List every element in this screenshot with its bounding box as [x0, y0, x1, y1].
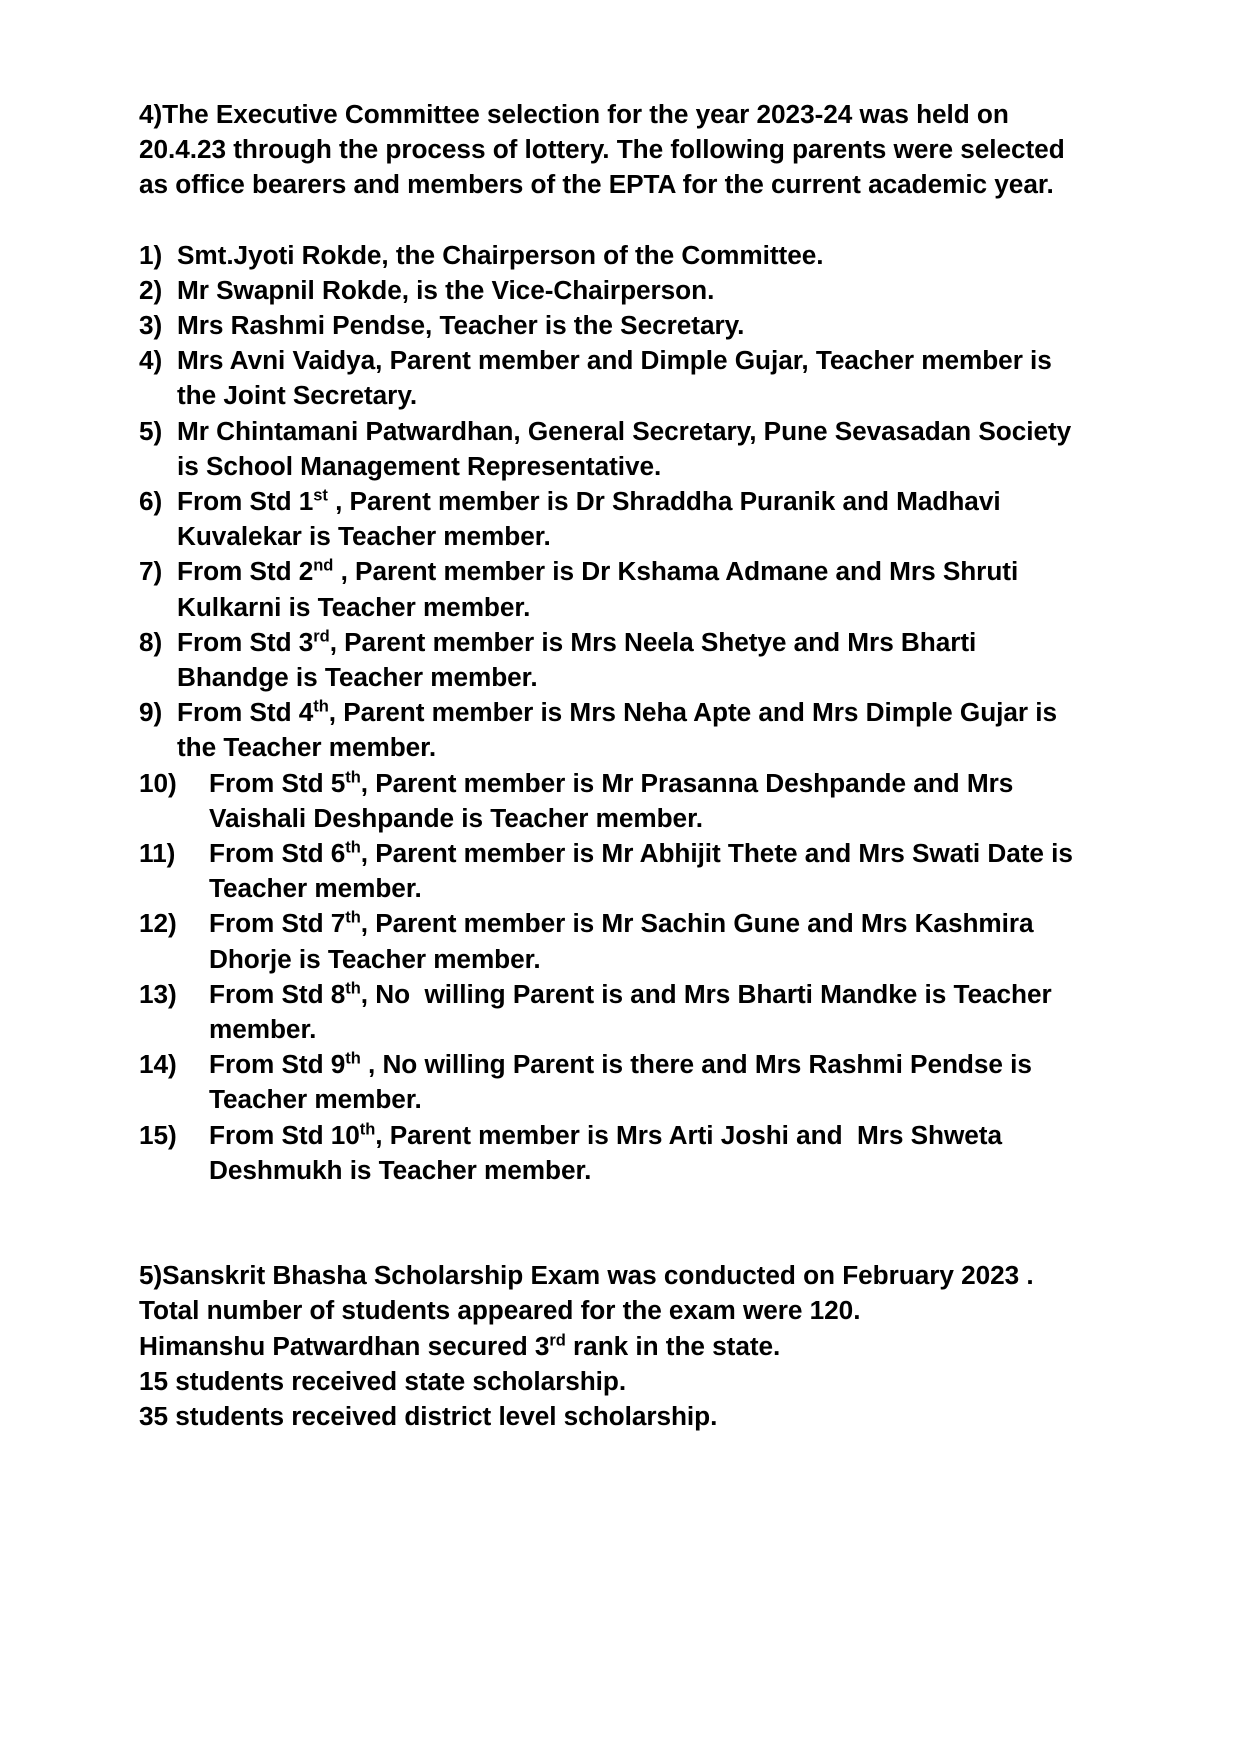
- list-item-marker: 5): [139, 415, 163, 446]
- list-item-marker: 13): [139, 978, 177, 1009]
- ordinal-suffix: th: [345, 979, 361, 998]
- ordinal-suffix: th: [345, 1049, 361, 1068]
- list-item-body: [177, 273, 1082, 308]
- list-item-text-post: , Parent member is Mr Abhijit Thete and Mrs Swati Date is Teacher member.: [209, 838, 1081, 904]
- list-item-marker: 8): [139, 626, 163, 657]
- ordinal-suffix: nd: [313, 556, 334, 575]
- executive-committee-intro: [139, 97, 1101, 203]
- list-item: [139, 836, 1101, 906]
- list-item-marker: 3): [139, 310, 163, 341]
- scholarship-line: [139, 1364, 1101, 1399]
- list-item-text-pre: 15 students received state scholarship.: [139, 1365, 627, 1396]
- list-item-body: [209, 977, 1101, 1047]
- ordinal-suffix: th: [345, 767, 361, 786]
- list-item-body: [209, 766, 1101, 836]
- list-item: [139, 238, 1101, 273]
- list-item-text-post: , Parent member is Mr Prasanna Deshpande and Mrs Vaishali Deshpande is Teacher member.: [209, 767, 1021, 833]
- epta-members-list: [139, 238, 1101, 1188]
- list-item-text-post: , Parent member is Mrs Neela Shetye and Mrs Bharti Bhandge is Teacher member.: [177, 626, 984, 693]
- list-item: [139, 766, 1101, 836]
- ordinal-suffix: th: [313, 697, 329, 716]
- sanskrit-scholarship-block: [139, 1258, 1101, 1434]
- list-item-text-post: , Parent member is Dr Kshama Admane and Mrs Shruti Kulkarni is Teacher member.: [177, 556, 1026, 622]
- list-item-text-post: , Parent member is Mrs Neha Apte and Mrs Dimple Gujar is the Teacher member.: [177, 697, 1065, 763]
- list-item-body: [177, 625, 1082, 695]
- list-item-text-post: rank in the state.: [565, 1330, 781, 1361]
- list-item-text-pre: From Std 10: [209, 1119, 360, 1150]
- list-item-body: [177, 484, 1082, 554]
- ordinal-suffix: th: [345, 838, 361, 857]
- list-item-text-pre: Himanshu Patwardhan secured 3: [139, 1330, 550, 1361]
- list-item-marker: 6): [139, 486, 163, 517]
- list-item-body: [209, 1047, 1101, 1117]
- intro-line: as office bearers and members of the EPTA for the current academic year.: [139, 169, 1054, 200]
- list-item-body: [209, 836, 1101, 906]
- list-item-text-pre: From Std 7: [209, 908, 346, 939]
- list-item-text-pre: From Std 5: [209, 767, 346, 798]
- scholarship-line: [139, 1258, 1101, 1293]
- ordinal-suffix: th: [359, 1119, 376, 1138]
- list-item: [139, 273, 1101, 308]
- list-item-text-post: , No willing Parent is and Mrs Bharti Mandke is Teacher member.: [209, 978, 1059, 1045]
- list-item-text-post: , Parent member is Mr Sachin Gune and Mrs Kashmira Dhorje is Teacher member.: [209, 908, 1041, 974]
- list-item-marker: 11): [139, 838, 176, 869]
- intro-line: 4)The Executive Committee selection for the year 2023-24 was held on: [139, 99, 1009, 129]
- list-item-body: [177, 343, 1082, 413]
- list-item: [139, 484, 1101, 554]
- list-item-text-pre: Mr Chintamani Patwardhan, General Secretary, Pune Sevasadan Society is School Management Representative.: [177, 415, 1079, 481]
- list-item: [139, 414, 1101, 484]
- list-item-marker: 1): [139, 239, 163, 270]
- list-item-body: [177, 554, 1082, 624]
- list-item-text-post: , Parent member is Mrs Arti Joshi and Mrs Shweta Deshmukh is Teacher member.: [209, 1119, 1010, 1185]
- list-item-text-pre: Mrs Rashmi Pendse, Teacher is the Secretary.: [177, 310, 745, 341]
- list-item-text-pre: From Std 2: [177, 556, 314, 587]
- list-item: [139, 1047, 1101, 1117]
- ordinal-suffix: st: [313, 486, 328, 505]
- paragraph-spacer: [139, 203, 1101, 238]
- list-item-text-pre: Mr Swapnil Rokde, is the Vice-Chairperson.: [177, 274, 715, 305]
- ordinal-suffix: th: [345, 908, 361, 927]
- list-item-body: [177, 695, 1082, 765]
- list-item-text-pre: 5)Sanskrit Bhasha Scholarship Exam was conducted on February 2023 .: [139, 1260, 1034, 1291]
- list-item-body: [209, 1118, 1101, 1188]
- list-item-text-pre: From Std 3: [177, 626, 314, 657]
- list-item-marker: 7): [139, 556, 163, 587]
- list-item-marker: 2): [139, 274, 163, 305]
- section-spacer: [139, 1188, 1101, 1258]
- list-item-text-pre: From Std 4: [177, 697, 314, 728]
- list-item-body: [209, 906, 1101, 976]
- list-item: [139, 1118, 1101, 1188]
- list-item-text-post: , Parent member is Dr Shraddha Puranik and Madhavi Kuvalekar is Teacher member.: [177, 486, 1008, 552]
- intro-line: 20.4.23 through the process of lottery. The following parents were selected: [139, 134, 1065, 165]
- list-item-text-pre: Mrs Avni Vaidya, Parent member and Dimple Gujar, Teacher member is the Joint Secretary.: [177, 345, 1060, 411]
- list-item-body: [177, 238, 1082, 273]
- ordinal-suffix: rd: [313, 627, 330, 646]
- list-item-marker: 15): [139, 1119, 177, 1150]
- list-item-marker: 14): [139, 1049, 177, 1080]
- list-item: [139, 308, 1101, 343]
- list-item: [139, 906, 1101, 976]
- list-item: [139, 343, 1101, 413]
- scholarship-line: [139, 1399, 1101, 1434]
- list-item-body: [177, 308, 1082, 343]
- list-item: [139, 695, 1101, 765]
- list-item-marker: 9): [139, 697, 163, 728]
- list-item-text-pre: From Std 8: [209, 978, 346, 1009]
- list-item: [139, 554, 1101, 624]
- list-item: [139, 977, 1101, 1047]
- list-item-marker: 4): [139, 345, 163, 376]
- list-item-text-pre: Total number of students appeared for the exam were 120.: [139, 1295, 861, 1326]
- list-item-text-post: , No willing Parent is there and Mrs Rashmi Pendse is Teacher member.: [209, 1049, 1040, 1115]
- list-item-body: [177, 414, 1082, 484]
- list-item-text-pre: From Std 6: [209, 838, 346, 869]
- list-item-text-pre: 35 students received district level scholarship.: [139, 1400, 718, 1431]
- scholarship-line: [139, 1293, 1101, 1328]
- list-item-text-pre: From Std 1: [177, 486, 314, 517]
- scholarship-line: [139, 1329, 1101, 1364]
- list-item-text-pre: From Std 9: [209, 1049, 346, 1080]
- document-body: [139, 97, 1101, 1434]
- list-item-marker: 12): [139, 908, 177, 939]
- list-item-marker: 10): [139, 767, 177, 798]
- ordinal-suffix: rd: [549, 1330, 566, 1349]
- list-item-text-pre: Smt.Jyoti Rokde, the Chairperson of the Committee.: [177, 239, 824, 270]
- list-item: [139, 625, 1101, 695]
